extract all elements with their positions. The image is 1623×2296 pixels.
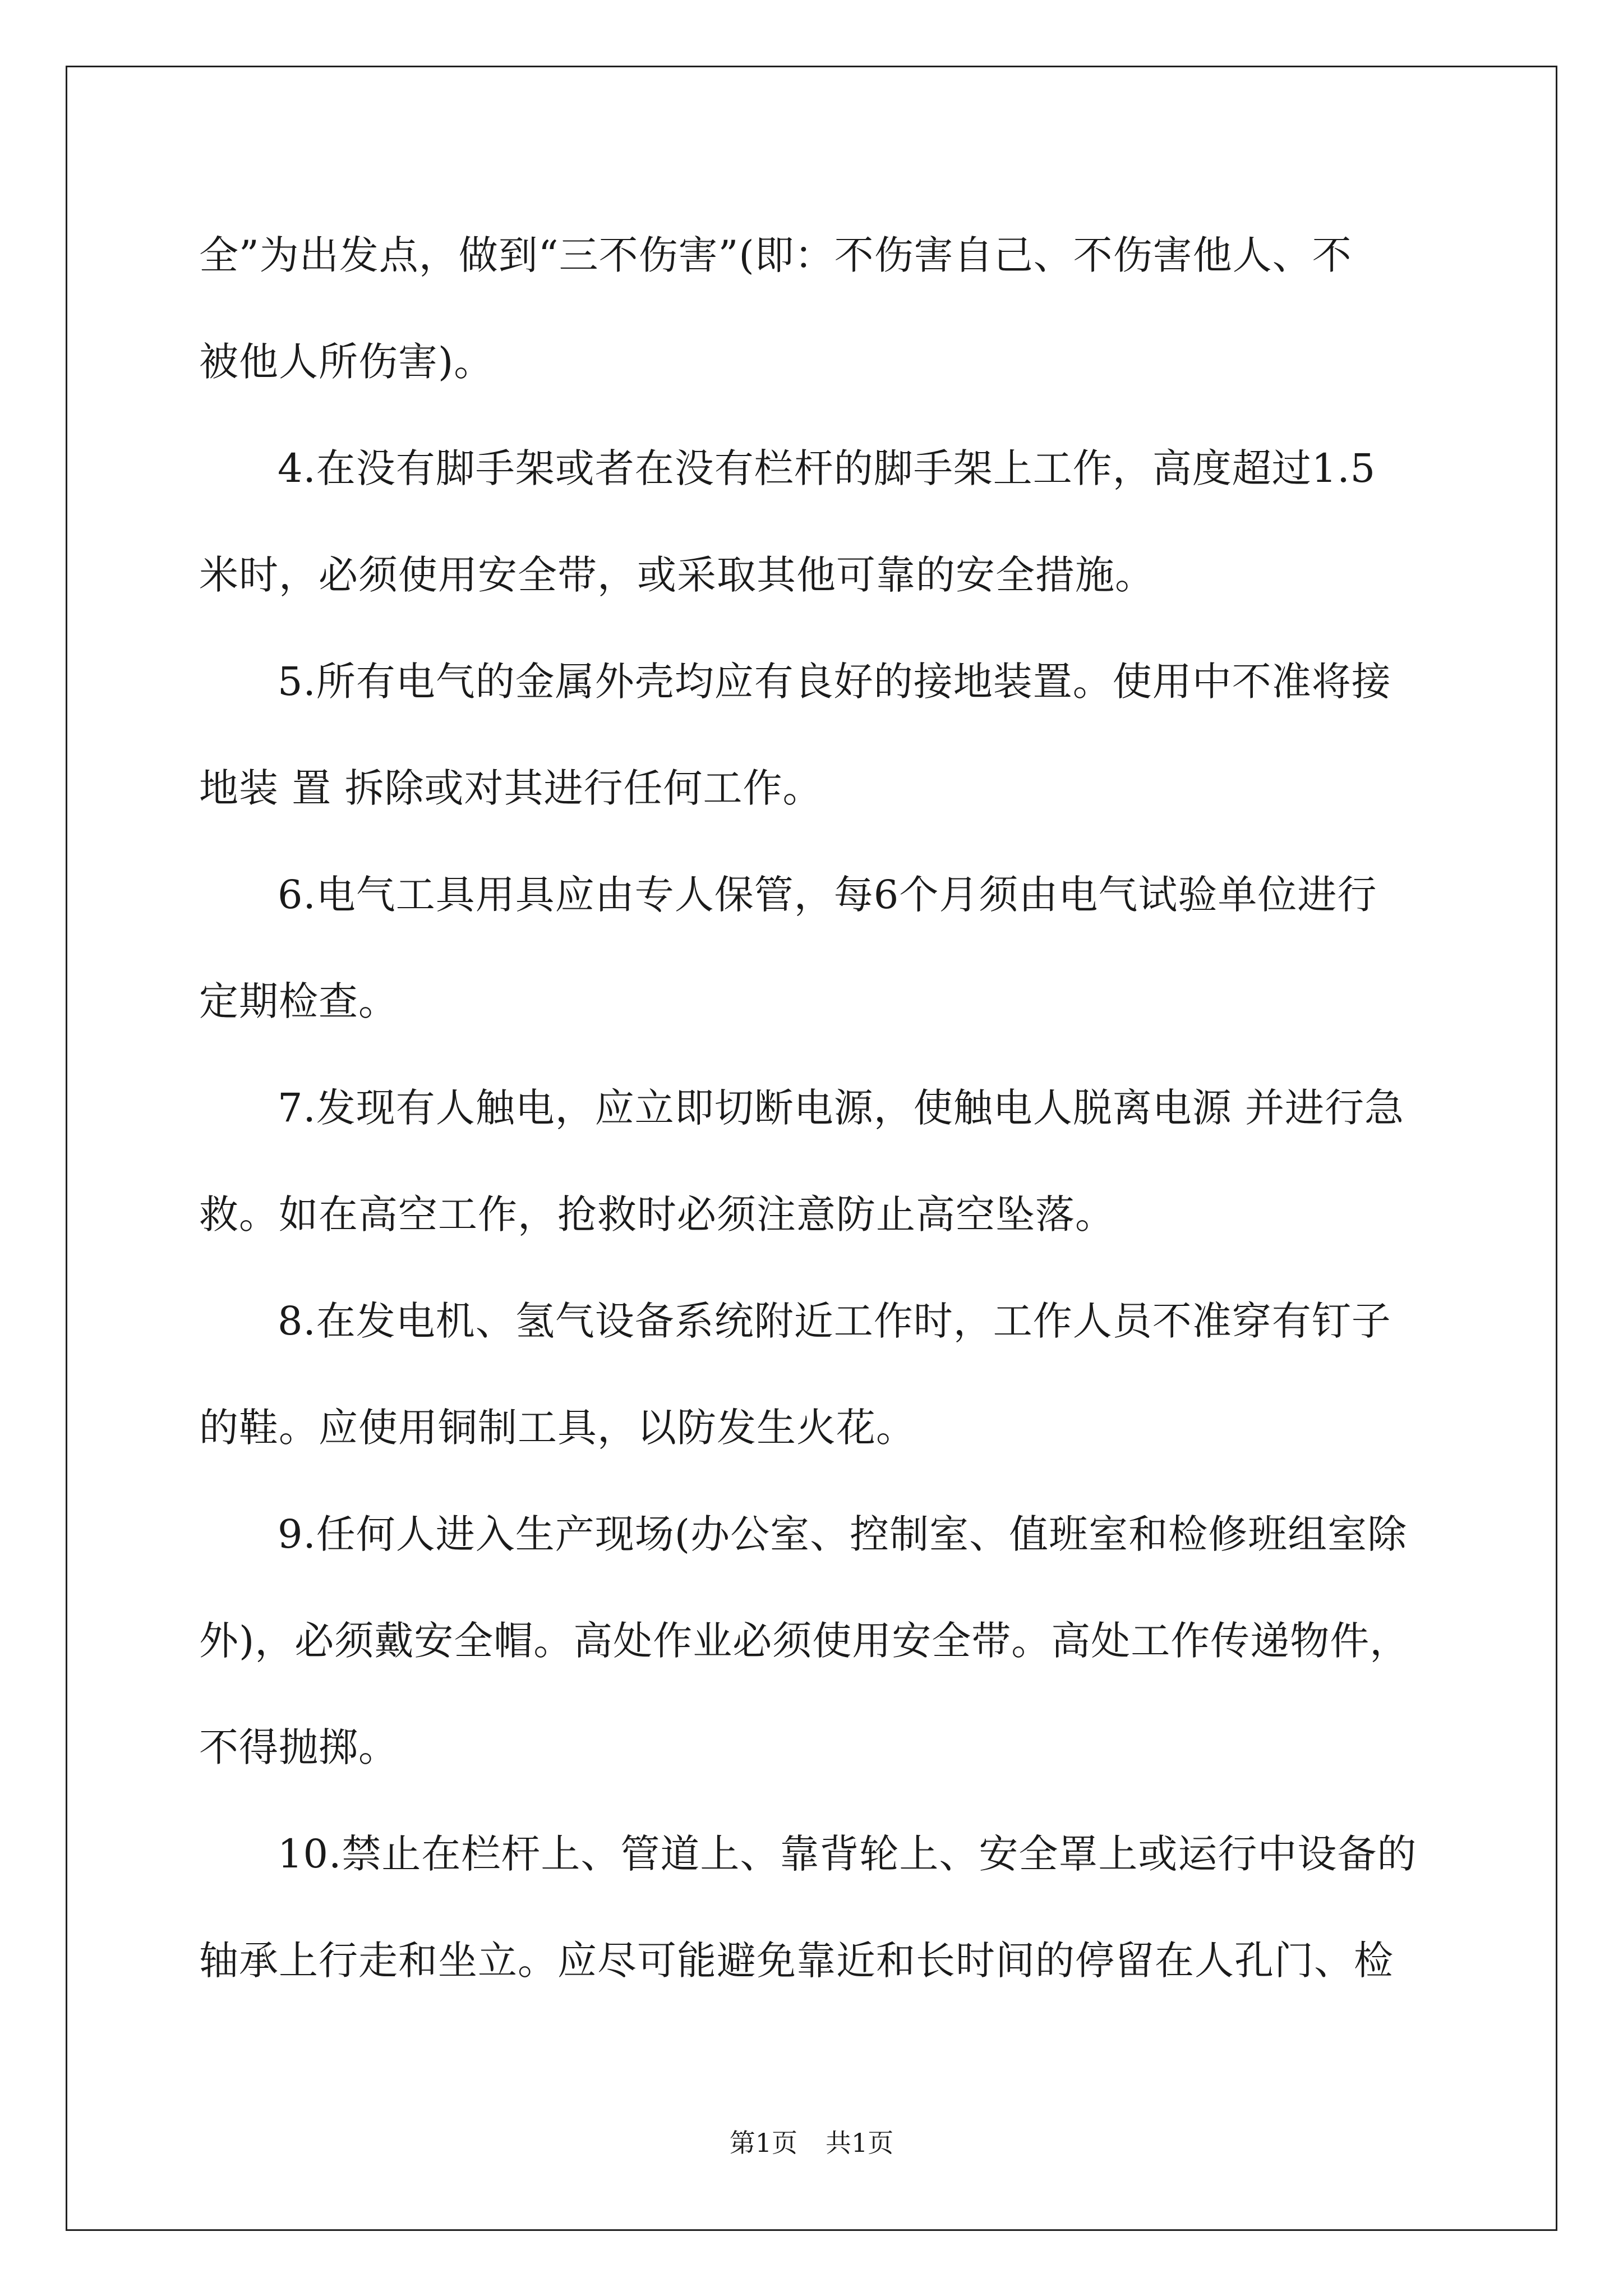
text-line: 外)，必须戴安全帽。高处作业必须使用安全带。高处工作传递物件， bbox=[199, 1618, 1410, 1664]
text-line: 地装 置 拆除或对其进行任何工作。 bbox=[199, 765, 823, 811]
text-line: 轴承上行走和坐立。应尽可能避免靠近和长时间的停留在人孔门、检 bbox=[199, 1938, 1394, 1984]
text-line: 全”为出发点，做到“三不伤害”(即：不伤害自己、不伤害他人、不 bbox=[199, 232, 1352, 278]
page-total: 共1页 bbox=[826, 2128, 894, 2158]
text-line: 9.任何人进入生产现场(办公室、控制室、值班室和检修班组室除 bbox=[278, 1511, 1408, 1557]
text-line: 救。如在高空工作，抢救时必须注意防止高空坠落。 bbox=[199, 1191, 1115, 1237]
text-line: 8.在发电机、氢气设备系统附近工作时，工作人员不准穿有钉子 bbox=[278, 1298, 1391, 1344]
text-line: 不得抛掷。 bbox=[199, 1724, 398, 1770]
page-number: 第1页 bbox=[729, 2128, 797, 2158]
text-line: 6.电气工具用具应由专人保管，每6个月须由电气试验单位进行 bbox=[278, 872, 1377, 918]
text-line: 被他人所伤害)。 bbox=[199, 339, 494, 385]
text-line: 4.在没有脚手架或者在没有栏杆的脚手架上工作，高度超过1.5 bbox=[278, 445, 1376, 491]
text-line: 7.发现有人触电，应立即切断电源，使触电人脱离电源 并进行急 bbox=[278, 1085, 1405, 1131]
text-line: 5.所有电气的金属外壳均应有良好的接地装置。使用中不准将接 bbox=[278, 659, 1391, 705]
page-footer bbox=[0, 2126, 1623, 2160]
text-line: 的鞋。应使用铜制工具，以防发生火花。 bbox=[199, 1405, 916, 1451]
text-line: 米时，必须使用安全带，或采取其他可靠的安全措施。 bbox=[199, 552, 1155, 598]
document-body bbox=[199, 202, 1422, 2014]
text-line: 10.禁止在栏杆上、管道上、靠背轮上、安全罩上或运行中设备的 bbox=[278, 1831, 1417, 1877]
text-line: 定期检查。 bbox=[199, 978, 398, 1024]
